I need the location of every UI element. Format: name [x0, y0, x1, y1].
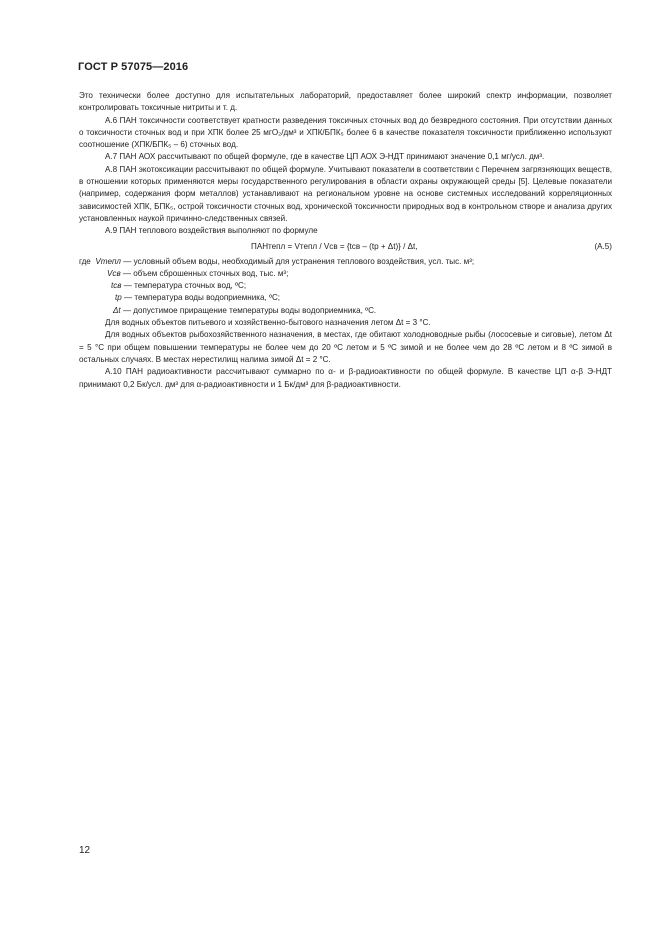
paragraph-a9: А.9 ПАН теплового воздействия выполняют по формуле	[105, 226, 318, 236]
paragraph-a6: А.6 ПАН токсичности соответствует кратности разведения токсичных сточных вод до безвредного состояния. При отсутствии данных о токсичности сточных вод и при ХПК более 25 мгО₂/дм³ и ХПК/БПК₅ более 6 в качестве показателя токсичности приближенно используют соотношение (ХПК/БПК₅ – 6) сточных вод.	[79, 115, 612, 150]
formula-expression: ПАНтепл = Vтепл / Vсв = {tсв – (tр + Δt)} / Δt,	[251, 241, 418, 251]
definition-delta-t	[79, 305, 612, 317]
document-header: ГОСТ Р 57075—2016	[78, 61, 189, 73]
paragraph-a7: А.7 ПАН АОХ рассчитывают по общей формуле, где в качестве ЦП АОХ Э-НДТ принимают значение 0,1 мг/усл. дм³.	[105, 152, 545, 162]
definition-symbol: tр	[115, 293, 122, 303]
paragraph-drinking-water: Для водных объектов питьевого и хозяйственно-бытового назначения летом Δt = 3 °С.	[105, 318, 431, 328]
definition-v-sv	[79, 268, 612, 280]
paragraph-intro: Это технически более доступно для испытательных лабораторий, предоставляет более широкий спектр информации, позволяет контролировать токсичные нитриты и т. д.	[79, 91, 612, 113]
definition-text: — условный объем воды, необходимый для устранения теплового воздействия, усл. тыс. м³;	[123, 256, 475, 266]
definition-symbol: tсв	[111, 281, 122, 291]
paragraph-a8: А.8 ПАН экотоксикации рассчитывают по общей формуле. Учитывают показатели в соответствии с Перечнем загрязняющих веществ, в отношении которых применяются меры государственного регулирования в области охраны окружающей среды [5]. Целевые показатели (например, содержания форм металлов) устанавливают на региональном уровне на основе системных исследований корреляционных зависимостей ХПК, БПК₅, острой токсичности сточных вод, хронической токсичности природных вод в контрольном створе и анализа других установленных наукой причинно-следственных связей.	[79, 164, 612, 223]
definition-t-r	[79, 292, 612, 304]
page-number: 12	[79, 845, 91, 856]
definition-symbol: Vсв	[107, 268, 121, 278]
definition-v-tepl	[79, 256, 612, 268]
definition-t-sv	[79, 280, 612, 292]
definition-text: — допустимое приращение температуры воды водоприемника, ºС.	[122, 305, 377, 315]
definition-symbol: Vтепл	[95, 256, 121, 266]
formula-number: (А.5)	[594, 241, 612, 251]
paragraph-a10: А.10 ПАН радиоактивности рассчитывают суммарно по α- и β-радиоактивности по общей формуле. В качестве ЦП α-β Э-НДТ принимают 0,2 Бк/усл. дм³ для α-радиоактивности и 1 Бк/дм³ для β-радиоактивности.	[79, 367, 612, 389]
definition-text: — температура воды водоприемника, ºС;	[124, 293, 281, 303]
paragraph-fishery: Для водных объектов рыбохозяйственного назначения, в местах, где обитают холодноводные рыбы (лососевые и сиговые), летом Δt = 5 °С при общем повышении температуры не более чем до 20 ºС летом и 5 ºС зимой и не более чем до 28 ºС летом и 8 ºС зимой в остальных случаях. В местах нерестилищ налима зимой Δt = 2 °С.	[79, 330, 612, 364]
definition-symbol: Δt	[113, 305, 121, 315]
definition-text: — температура сточных вод, ºС;	[123, 281, 247, 291]
document-body	[79, 90, 612, 391]
definition-text: — объем сброшенных сточных вод, тыс. м³;	[122, 268, 289, 278]
formula-definitions	[79, 256, 612, 317]
definition-lead: где	[79, 256, 91, 266]
formula-a5	[79, 240, 612, 254]
